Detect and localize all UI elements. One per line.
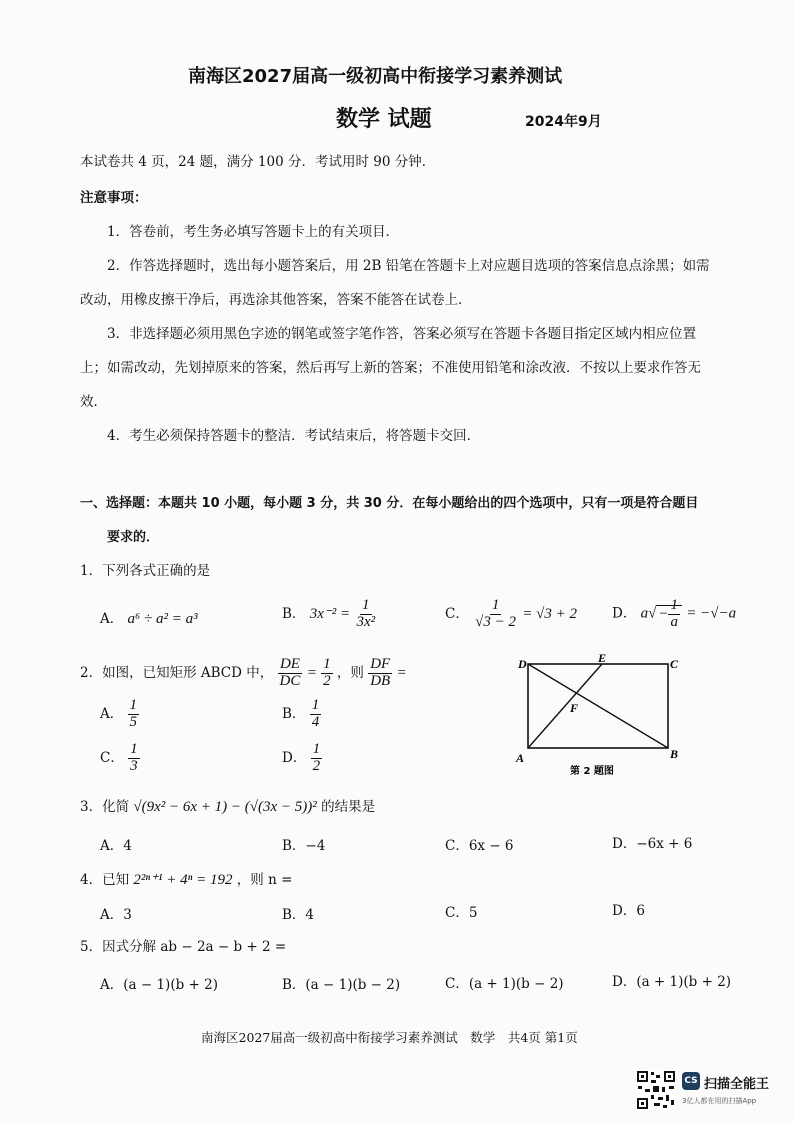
q2-option-b-numerator: 1 [311,697,320,713]
q5-stem-text: 5．因式分解 ab − 2a − b + 2 = [80,939,287,955]
q1-option-d-radical-sign: √ [648,605,657,622]
q5-option-d: D．(a + 1)(b + 2) [612,974,732,990]
q1-option-d-radicand: − $\frac{1}{a}$ [656,605,682,622]
q1-option-a-math: a⁶ ÷ a² = a³ [127,611,198,627]
q3-stem-math: √(9x² − 6x + 1) − (√(3x − 5))² [133,799,317,815]
q2-figure [510,650,690,780]
q4-stem-suffix: ，则 n = [236,872,293,888]
notice-item-3-line-1: 3．非选择题必须用黑色字迹的钢笔或签字笔作答，答案必须写在答题卡各题目指定区域内相应位置 [107,326,697,342]
q1-option-a-label: A． [100,611,124,627]
notice-item-4: 4．考生必须保持答题卡的整洁．考试结束后，将答题卡交回． [107,428,481,444]
q2-ratio2-numerator: DF [370,656,391,672]
q5-stem [80,935,286,955]
q2-option-c-denominator: 3 [130,757,138,774]
label-f: F [570,701,579,715]
q1-option-b-numerator: 1 [362,597,370,613]
q2-option-d-denominator: 2 [312,757,321,774]
q2-equals-2: = [396,664,407,681]
q2-ratio1-denominator: DC [279,672,301,689]
q4-stem-prefix: 4．已知 [80,872,130,888]
q2-ratio1-numerator: DE [279,656,300,672]
diagonal-db [528,664,668,748]
label-c: C [670,657,679,671]
q2-option-b-label: B． [282,705,306,722]
q3-option-c: C．6x − 6 [445,838,514,854]
q4-option-c: C．5 [445,905,478,921]
q4-stem-math: 2²ⁿ⁺¹ + 4ⁿ = 192 [133,872,233,888]
q1-option-b-label: B． [282,605,306,622]
q1-option-d-coef: a [640,605,649,622]
q1-option-c-numerator: 1 [491,597,500,613]
q1-option-d-label: D． [612,605,637,622]
exam-subtitle: 数学 试题 [336,107,432,132]
q1-option-c-rhs: = √3 + 2 [522,605,578,622]
q2-option-c-numerator: 1 [130,741,138,757]
q2-equals-1: = [306,664,317,681]
q1-option-a [100,607,198,628]
notice-heading: 注意事项： [80,190,148,206]
q5-option-c: C．(a + 1)(b − 2) [445,976,564,992]
q1-option-d [612,598,736,631]
q1-option-c [445,598,577,631]
q1-option-d-numerator: 1 [670,597,678,613]
notice-item-2-line-2: 改动，用橡皮擦干净后，再选涂其他答案，答案不能答在试卷上． [80,292,472,308]
q4-option-d: D．6 [612,903,645,919]
q5-option-a: A．(a − 1)(b + 2) [100,977,218,993]
q1-option-b [282,598,377,631]
notice-item-1: 1．答卷前，考生务必填写答题卡上的有关项目． [107,224,400,240]
q2-option-d-label: D． [282,749,307,766]
q3-stem-prefix: 3．化简 [80,799,130,815]
q2-half-numerator: 1 [323,656,331,672]
segment-ae [528,664,602,748]
q2-option-c [100,742,140,775]
q1-option-b-denominator: 3x² [356,613,376,630]
exam-title: 南海区2027届高一级初高中衔接学习素养测试 [188,66,563,87]
q2-option-a-numerator: 1 [129,697,138,713]
q2-option-b [282,698,321,731]
q1-option-c-denominator: √3 − 2 [475,613,516,630]
q2-then: ，则 [336,664,364,681]
q3-option-d: D．−6x + 6 [612,836,693,852]
q4-option-a: A．3 [100,907,132,923]
q2-option-c-label: C． [100,749,124,766]
q5-option-b: B．(a − 1)(b − 2) [282,977,401,993]
q2-option-a [100,698,139,731]
label-d: D [518,657,527,671]
q1-option-d-denominator: a [670,613,678,630]
exam-intro: 本试卷共 4 页，24 题，满分 100 分．考试用时 90 分钟． [80,154,436,170]
camscanner-name: 扫描全能王 [704,1077,770,1092]
q2-option-d-numerator: 1 [312,741,321,757]
q1-option-b-lhs: 3x⁻² = [309,605,351,622]
label-e: E [598,651,607,665]
camscanner-logo: CS [682,1072,700,1090]
q3-stem [80,795,375,816]
q3-option-a: A．4 [100,838,132,854]
q2-option-d [282,742,322,775]
q4-option-b: B．4 [282,907,315,923]
q3-stem-suffix: 的结果是 [321,799,376,815]
q2-half-denominator: 2 [323,672,331,689]
exam-date: 2024年9月 [525,114,602,130]
section-1-heading-line-1: 一、选择题：本题共 10 小题，每小题 3 分，共 30 分．在每小题给出的四个选项中，只有一项是符合题目 [80,496,699,511]
q1-stem: 1．下列各式正确的是 [80,563,211,579]
q1-option-d-rhs: = −√−a [686,605,737,622]
page-footer: 南海区2027届高一级初高中衔接学习素养测试 数学 共4页 第1页 [201,1030,578,1045]
notice-item-2-line-1: 2．作答选择题时，选出每小题答案后，用 2B 铅笔在答题卡上对应题目选项的答案信息点涂黑；如需 [107,258,710,274]
q4-stem [80,868,292,889]
q3-option-b: B．−4 [282,838,326,854]
q2-option-b-denominator: 4 [311,713,320,730]
section-1-heading-line-2: 要求的． [107,530,160,545]
notice-item-3-line-2: 上；如需改动，先划掉原来的答案，然后再写上新的答案；不准使用铅笔和涂改液．不按以上要求作答无 [80,360,701,376]
figure-caption: 第 2 题图 [570,766,614,777]
q2-ratio2-denominator: DB [370,672,391,689]
label-b: B [670,747,679,761]
q2-stem-text: 2．如图，已知矩形 ABCD 中， [80,664,274,681]
q1-option-c-label: C． [445,605,469,622]
q2-stem [80,657,407,690]
qr-code-icon [636,1070,676,1110]
q2-option-a-label: A． [100,705,124,722]
camscanner-tagline: 3亿人都在用的扫描App [682,1097,757,1105]
label-a: A [516,751,525,765]
notice-item-3-line-3: 效． [80,394,107,410]
q2-option-a-denominator: 5 [129,713,138,730]
